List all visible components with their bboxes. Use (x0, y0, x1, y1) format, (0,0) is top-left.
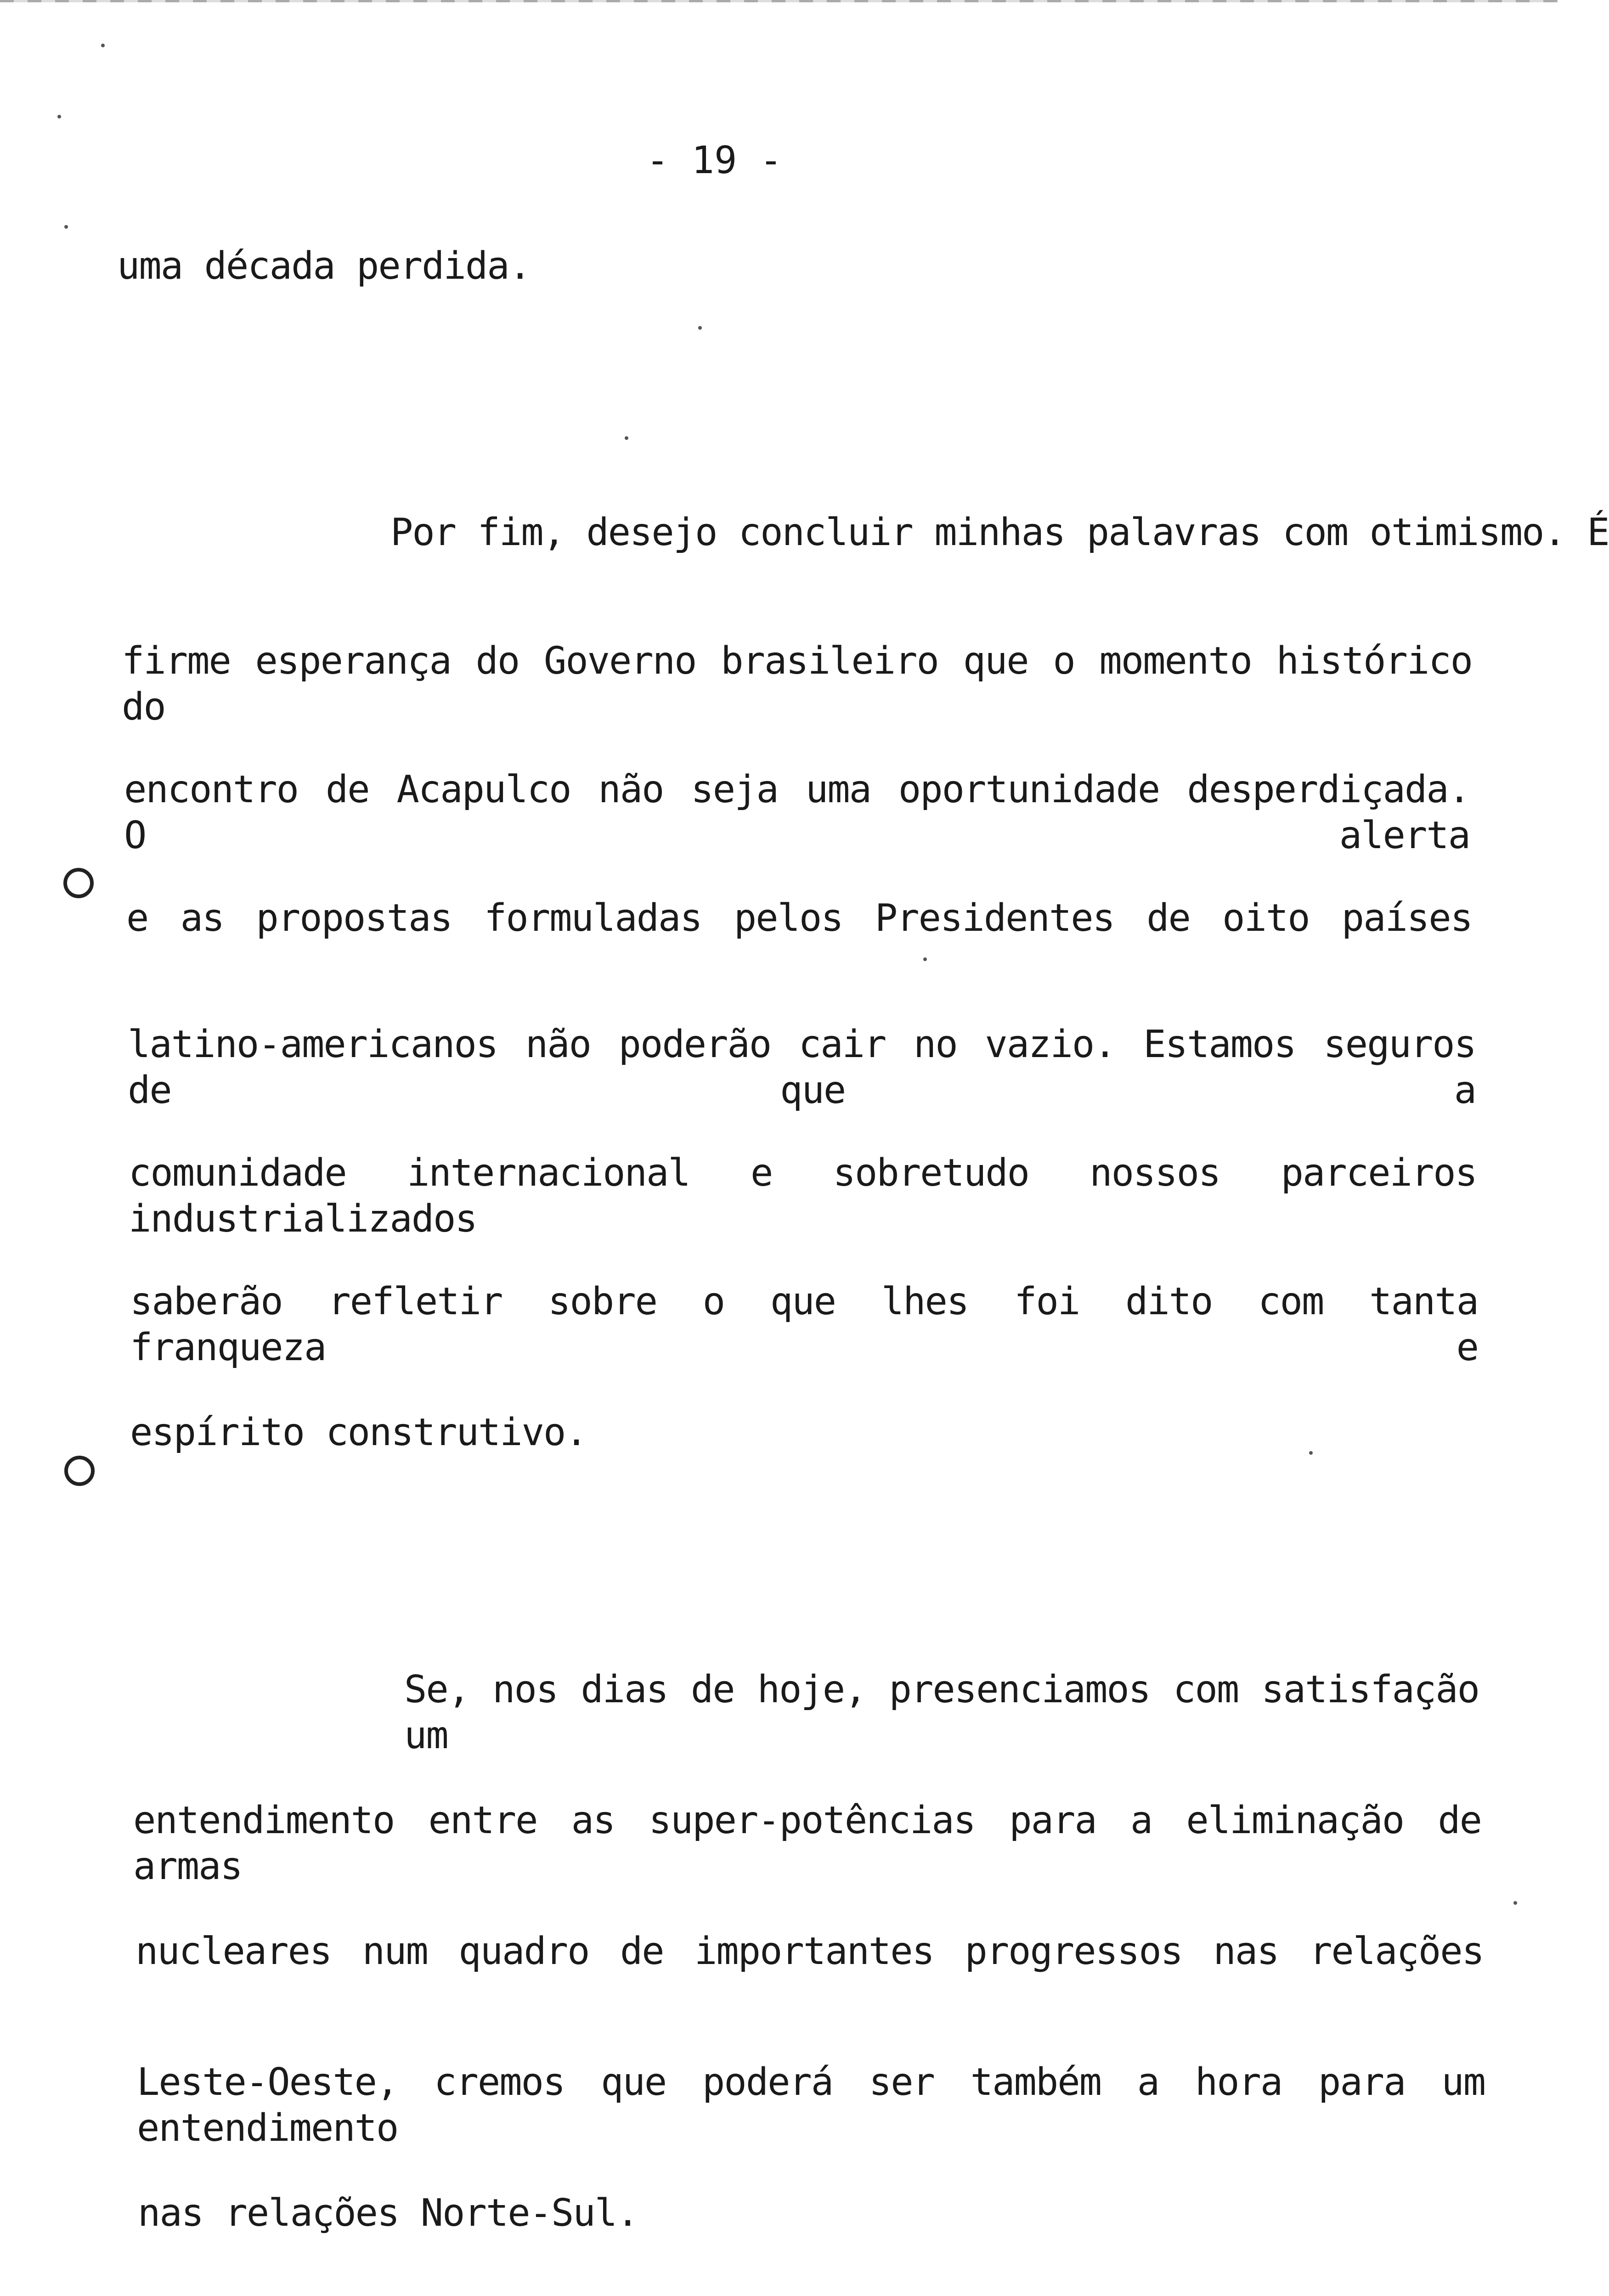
text-line: Leste-Oeste, cremos que poderá ser também a hora para um entendimento (137, 2060, 1485, 2150)
text-line: e as propostas formuladas pelos Presidentes de oito países (126, 896, 1472, 940)
text-line: Por fim, desejo concluir minhas palavras com otimismo. É (390, 511, 1609, 554)
page-number: - 19 - (646, 139, 783, 182)
binder-hole (64, 1456, 95, 1486)
text-line: entendimento entre as super-potências para a eliminação de armas (133, 1799, 1481, 1888)
text-line: encontro de Acapulco não seja uma oportunidade desperdiçada. O alerta (124, 768, 1470, 857)
text-line: saberão refletir sobre o que lhes foi dito com tanta franqueza e (130, 1280, 1478, 1369)
scan-speck (101, 44, 105, 47)
scan-speck (1309, 1451, 1313, 1455)
scan-speck (1513, 1901, 1517, 1905)
text-line: comunidade internacional e sobretudo nossos parceiros industrializados (129, 1151, 1477, 1241)
text-line: nas relações Norte-Sul. (138, 2191, 638, 2235)
text-line: espírito construtivo. (130, 1411, 587, 1454)
scan-top-edge (0, 0, 1558, 2)
scan-speck (625, 436, 628, 440)
text-line: latino-americanos não poderão cair no vazio. Estamos seguros de que a (128, 1023, 1476, 1112)
scan-speck (64, 225, 68, 229)
scan-speck (923, 957, 927, 961)
text-line: firme esperança do Governo brasileiro que o momento histórico do (122, 639, 1472, 729)
scan-speck (698, 326, 702, 330)
text-line: Se, nos dias de hoje, presenciamos com satisfação um (404, 1668, 1479, 1757)
scan-speck (57, 115, 61, 118)
text-line: nucleares num quadro de importantes progressos nas relações (135, 1930, 1484, 1973)
binder-hole (63, 868, 94, 898)
text-line: uma década perdida. (117, 244, 531, 288)
